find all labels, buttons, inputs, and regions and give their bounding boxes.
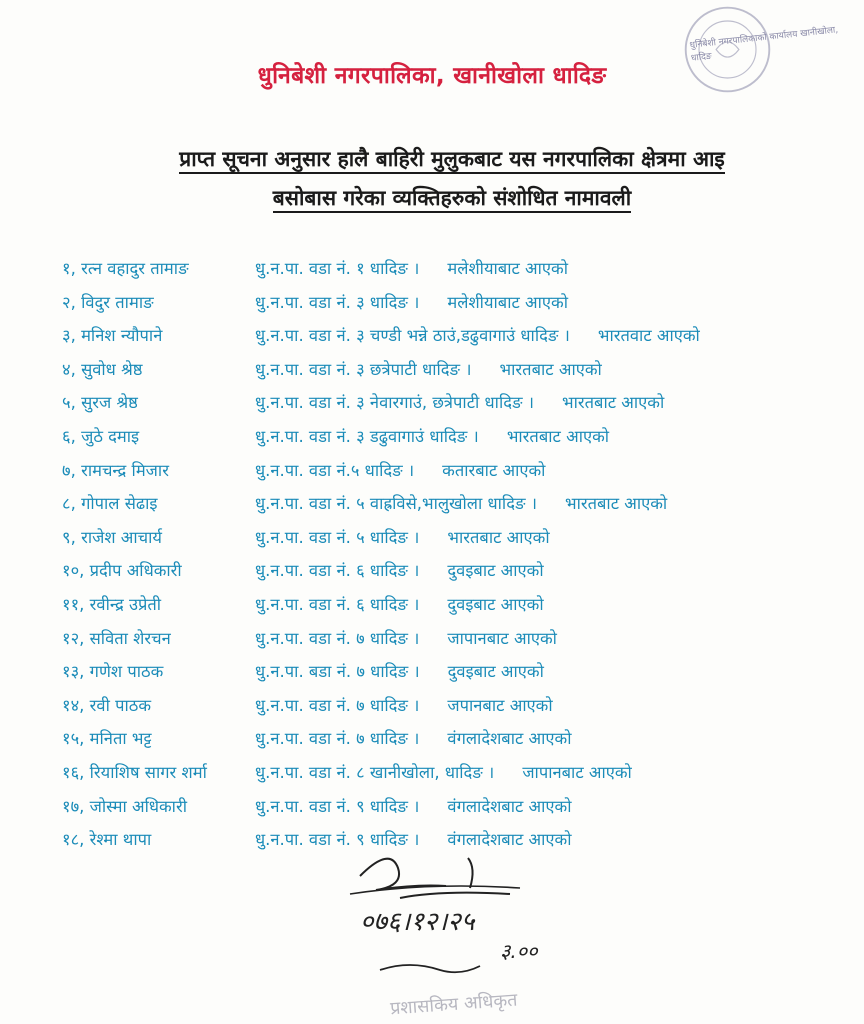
list-item — [62, 487, 852, 521]
person-name: ३, मनिश न्यौपाने — [62, 326, 163, 346]
signature-date: ०७६।१२।२५ — [360, 907, 475, 937]
person-name: ४, सुवोध श्रेष्ठ — [62, 359, 143, 379]
person-address: धु.न.पा. वडा नं. १ धादिङ । — [255, 259, 420, 278]
person-address: धु.न.पा. वडा नं. ७ धादिङ । — [255, 695, 420, 715]
person-origin: जपानबाट आएको — [447, 695, 553, 715]
person-address: धु.न.पा. वडा नं. ३ डढुवागाउं धादिङ । — [255, 426, 479, 446]
officer-stamp: प्रशासकिय अधिकृत — [389, 989, 519, 1020]
list-item — [62, 353, 852, 387]
name-list — [62, 252, 852, 857]
person-origin: भारतबाट आएको — [499, 359, 602, 379]
person-address: धु.न.पा. वडा नं. ३ छत्रेपाटी धादिङ । — [255, 359, 472, 379]
handwritten-signature — [340, 838, 580, 988]
list-item — [62, 454, 852, 488]
person-name: १७, जोस्मा अधिकारी — [62, 796, 187, 816]
list-item — [62, 722, 852, 756]
list-item — [62, 790, 852, 824]
person-address: धु.न.पा. वडा नं. ९ धादिङ । — [255, 796, 420, 816]
person-name: ८, गोपाल सेढाइ — [62, 494, 158, 514]
person-name: १२, सविता शेरचन — [62, 628, 171, 648]
title-line-1-text: प्राप्त सूचना अनुसार हालै बाहिरी मुलुकबाट यस नगरपालिका क्षेत्रमा आइ — [179, 147, 724, 174]
person-origin: भारतवाट आएको — [597, 326, 700, 346]
person-name: १६, रियाशिष सागर शर्मा — [62, 762, 207, 782]
list-item — [62, 689, 852, 723]
list-item — [62, 420, 852, 454]
person-origin: वंगलादेशबाट आएको — [447, 729, 572, 749]
person-address: धु.न.पा. वडा नं. ३ चण्डी भन्ने ठाउं,डढुवागाउं धादिङ । — [255, 326, 570, 346]
municipality-header: धुनिबेशी नगरपालिका, खानीखोला धादिङ — [257, 63, 607, 89]
document-title-line-1 — [40, 145, 864, 173]
person-origin: वंगलादेशबाट आएको — [447, 796, 572, 816]
person-address: धु.न.पा. वडा नं. ५ धादिङ । — [255, 527, 420, 547]
person-origin: भारतबाट आएको — [562, 393, 665, 413]
list-item — [62, 286, 852, 320]
person-origin: दुवइबाट आएको — [447, 594, 544, 614]
person-address: धु.न.पा. वडा नं. ३ धादिङ । — [255, 292, 420, 312]
person-origin: भारतबाट आएको — [447, 527, 550, 547]
person-address: धु.न.पा. वडा नं. ७ धादिङ । — [255, 628, 420, 648]
person-name: १०, प्रदीप अधिकारी — [62, 561, 182, 581]
person-origin: मलेशीयाबाट आएको — [447, 292, 568, 312]
list-item — [62, 554, 852, 588]
person-name: २, विदुर तामाङ — [62, 292, 154, 312]
person-address: धु.न.पा. बडा नं. ७ धादिङ । — [255, 662, 420, 682]
person-name: १४, रवी पाठक — [62, 695, 151, 715]
person-address: धु.न.पा. वडा नं. ६ धादिङ । — [255, 561, 420, 581]
person-origin: भारतबाट आएको — [564, 494, 668, 514]
list-item — [62, 386, 852, 420]
person-origin: जापानबाट आएको — [522, 762, 632, 782]
list-item — [62, 622, 852, 656]
person-name: १५, मनिता भट्ट — [62, 729, 152, 749]
person-address: धु.न.पा. वडा नं.५ धादिङ । — [255, 460, 415, 480]
list-item — [62, 655, 852, 689]
person-origin: जापानबाट आएको — [447, 628, 557, 648]
title-line-2-text: बसोबास गरेका व्यक्तिहरुको संशोधित नामावली — [273, 186, 631, 213]
person-address: धु.न.पा. वडा नं. ९ धादिङ । — [255, 830, 420, 850]
person-name: १८, रेश्मा थापा — [62, 830, 152, 850]
person-address: धु.न.पा. वडा नं. ५ वाह्रविसे,भालुखोला धादिङ । — [255, 494, 537, 514]
person-name: ६, जुठे दमाइ — [62, 426, 140, 446]
list-item — [62, 319, 852, 353]
stamp-text: धुनिबेशी नगरपालिकाको कार्यालय खानीखोला, धादिङ — [689, 25, 839, 64]
person-origin: दुवइबाट आएको — [447, 662, 544, 682]
list-item — [62, 521, 852, 555]
person-address: धु.न.पा. वडा नं. ८ खानीखोला, धादिङ । — [255, 762, 495, 782]
person-name: १, रत्न वहादुर तामाङ — [62, 259, 189, 278]
person-origin: मलेशीयाबाट आएको — [447, 259, 568, 278]
person-origin: वंगलादेशबाट आएको — [447, 830, 572, 850]
person-origin: कतारबाट आएको — [442, 460, 546, 480]
list-item — [62, 252, 852, 286]
signature-time: ३.०० — [500, 939, 538, 963]
person-name: ११, रवीन्द्र उप्रेती — [62, 594, 162, 614]
person-name: ९, राजेश आचार्य — [62, 527, 162, 547]
person-origin: भारतबाट आएको — [506, 426, 610, 446]
person-origin: दुवइबाट आएको — [447, 561, 544, 581]
person-name: ७, रामचन्द्र मिजार — [62, 460, 169, 480]
person-name: १३, गणेश पाठक — [62, 662, 164, 682]
document-title-line-2 — [40, 184, 864, 212]
person-address: धु.न.पा. वडा नं. ७ धादिङ । — [255, 729, 420, 749]
list-item — [62, 588, 852, 622]
person-name: ५, सुरज श्रेष्ठ — [62, 393, 138, 413]
person-address: धु.न.पा. वडा नं. ३ नेवारगाउं, छत्रेपाटी धादिङ । — [255, 393, 534, 413]
list-item — [62, 756, 852, 790]
person-address: धु.न.पा. वडा नं. ६ धादिङ । — [255, 594, 420, 614]
